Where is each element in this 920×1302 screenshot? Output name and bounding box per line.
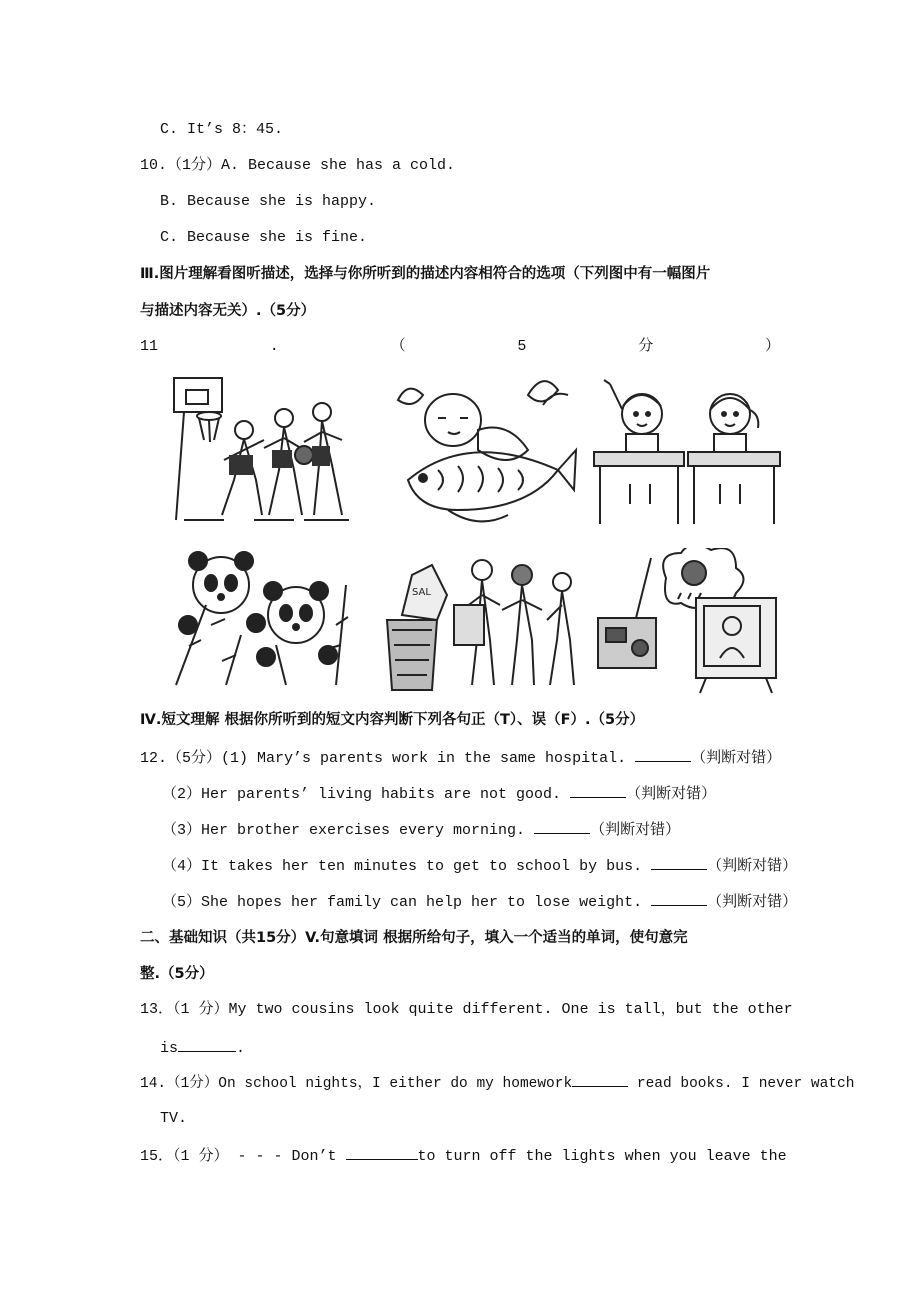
basketball-players-icon [164, 370, 364, 530]
judge-label: （判断对错） [707, 894, 798, 911]
q14-line1-b: read books. I never watch [628, 1076, 855, 1092]
answer-blank[interactable] [534, 819, 590, 834]
q12-item: （5）She hopes her family can help her to lose weight. [162, 894, 643, 911]
q14-line1 [140, 1072, 854, 1094]
q13-line2-text: is [160, 1040, 179, 1057]
q10-option-c: C. Because she is fine. [160, 229, 368, 246]
judge-label: （判断对错） [691, 750, 782, 767]
q11-line [140, 337, 780, 357]
q12-line-5 [162, 891, 797, 913]
radio-tv-weather-icon [596, 548, 784, 696]
q12-line-1 [140, 747, 781, 769]
q12-line-4 [162, 855, 797, 877]
answer-blank[interactable] [651, 855, 707, 870]
answer-blank[interactable] [635, 747, 691, 762]
svg-text:SAL: SAL [412, 587, 431, 598]
students-at-desks-icon [590, 374, 785, 534]
q13-end: . [236, 1040, 246, 1057]
q15-line1 [140, 1145, 787, 1167]
q13-line2 [160, 1037, 245, 1059]
judge-label: （判断对错） [590, 822, 681, 839]
q12-line-2 [162, 783, 716, 805]
answer-blank[interactable] [178, 1037, 236, 1052]
fish-child-painting-icon [378, 370, 583, 530]
judge-label: （判断对错） [626, 786, 717, 803]
q14-line1-a: 14.（1分）On school nights，I either do my homework [140, 1076, 573, 1092]
q11-number: 11 [140, 338, 159, 355]
q15-line1-a: 15．（1 分） - - - Don’t [140, 1148, 346, 1165]
part2-heading-line2: 整.（5分） [140, 966, 214, 982]
q10-option-b: B. Because she is happy. [160, 193, 377, 210]
pandas-bamboo-icon [166, 545, 356, 695]
answer-blank[interactable] [572, 1072, 628, 1087]
section3-heading-line2: 与描述内容无关）.（5分） [140, 303, 316, 319]
q12-stem: 12.（5分）(1) Mary’s parents work in the same hospital. [140, 750, 627, 767]
q12-item: （4）It takes her ten minutes to get to school by bus. [162, 858, 643, 875]
q12-line-3 [162, 819, 680, 841]
q11-paren-close: ） [764, 338, 780, 355]
q11-unit: 分 [638, 338, 654, 355]
q11-paren-open: （ [390, 338, 406, 355]
q9-option-c: C. It’s 8：45. [160, 121, 284, 138]
q11-dot: . [269, 338, 279, 355]
people-recycling-icon [382, 550, 582, 695]
part2-heading-line1: 二、基础知识（共15分）V.句意填词 根据所给句子，填入一个适当的单词，使句意完 [140, 930, 688, 946]
answer-blank[interactable] [651, 891, 707, 906]
q12-item: （3）Her brother exercises every morning. [162, 822, 526, 839]
q12-item: （2）Her parents’ living habits are not good. [162, 786, 562, 803]
q13-line1: 13．（1 分）My two cousins look quite different. One is tall，but the other [140, 1001, 793, 1018]
section3-heading-line1: Ⅲ.图片理解看图听描述，选择与你所听到的描述内容相符合的选项（下列图中有一幅图片 [140, 266, 711, 282]
q14-line2: TV. [160, 1110, 188, 1127]
judge-label: （判断对错） [707, 858, 798, 875]
section4-heading: Ⅳ.短文理解 根据你所听到的短文内容判断下列各句正（T）、误（F）.（5分） [140, 712, 645, 728]
answer-blank[interactable] [346, 1145, 418, 1160]
q11-score: 5 [517, 338, 527, 355]
answer-blank[interactable] [570, 783, 626, 798]
q15-line1-b: to turn off the lights when you leave the [417, 1148, 787, 1165]
q10-stem: 10.（1分）A. Because she has a cold. [140, 157, 456, 174]
